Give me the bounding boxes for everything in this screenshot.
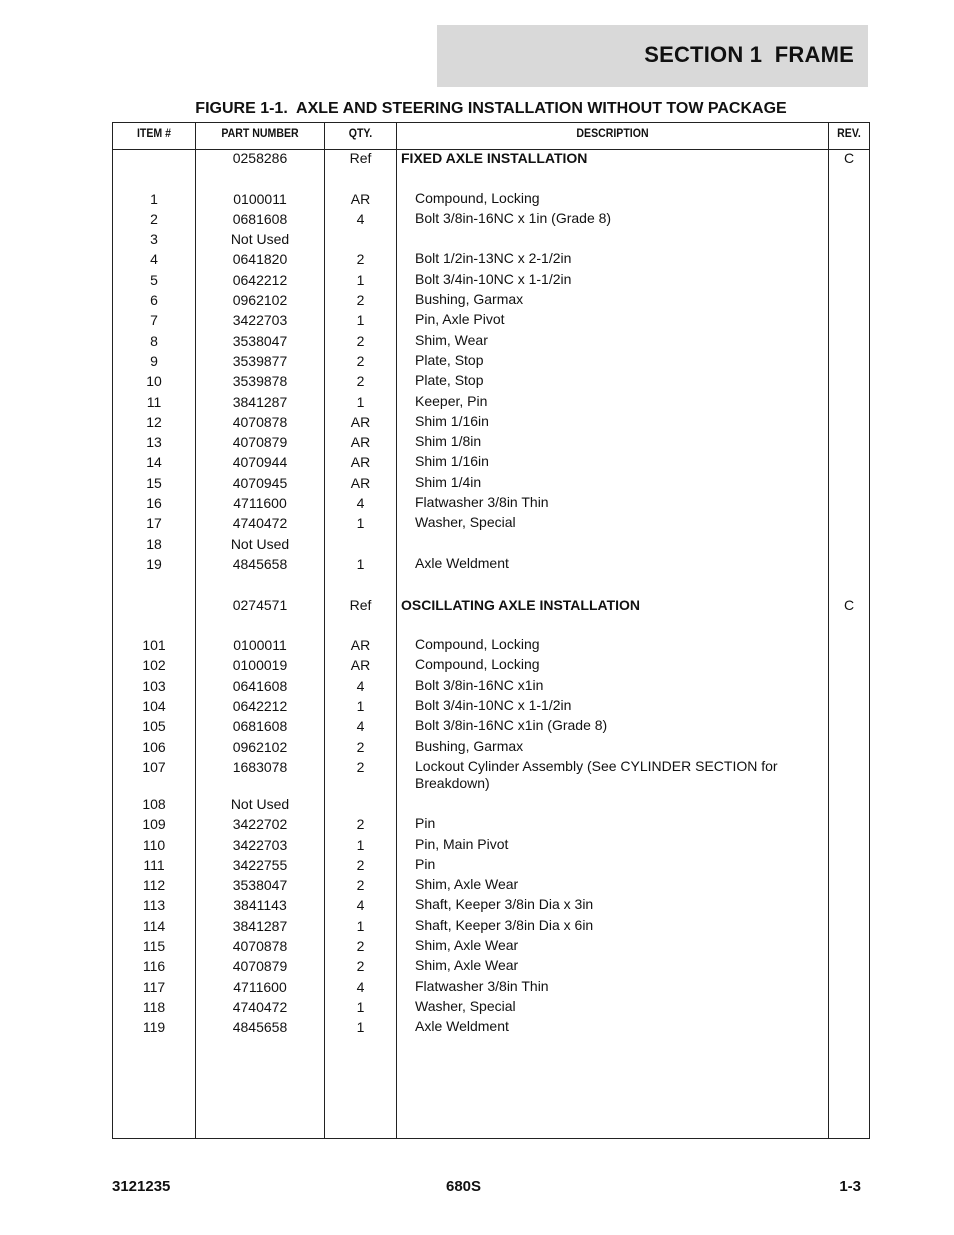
row-description: Flatwasher 3/8in Thin [415,977,549,994]
row-quantity: 2 [356,373,365,390]
row-description: Washer, Special [415,514,516,531]
row-quantity: 1 [356,917,365,934]
row-item-number: 13 [146,434,162,451]
row-part-number: 3422703 [232,836,288,853]
table-row [113,210,869,230]
row-description: Shim 1/16in [415,412,489,429]
row-item-number: 111 [143,856,165,873]
table-row [113,474,869,494]
row-description: Bolt 3/4in-10NC x 1-1/2in [415,270,572,287]
row-quantity: 4 [356,978,365,995]
table-row [113,937,869,957]
row-quantity: 1 [356,312,365,329]
table-row [113,836,869,856]
row-quantity: AR [350,190,371,207]
row-quantity: AR [350,657,371,674]
row-quantity: 4 [356,495,365,512]
row-item-number: 109 [142,816,166,833]
row-quantity: 4 [356,677,365,694]
row-description: Pin [415,855,436,872]
row-description: Shim, Axle Wear [415,936,519,953]
table-row [113,596,869,616]
table-body [113,149,869,1038]
table-row [113,433,869,453]
row-part-number: 3422755 [232,856,288,873]
row-part-number: 3841287 [232,393,288,410]
row-quantity: 2 [356,758,365,775]
row-item-number: 115 [142,937,166,954]
row-item-number: 116 [142,958,166,975]
row-part-number: 4711600 [233,978,287,995]
row-quantity: 2 [356,958,365,975]
row-part-number: 4740472 [232,515,288,532]
section-header-box [437,25,868,87]
column-header-description: DESCRIPTION [576,126,649,140]
row-part-number: 1683078 [232,758,288,775]
row-quantity: Ref [349,596,372,613]
row-item-number: 118 [142,998,166,1015]
row-description: Lockout Cylinder Assembly (See CYLINDER SECTION for Breakdown) [415,757,778,791]
row-part-number: Not Used [230,535,290,552]
table-row [113,677,869,697]
column-header-part-number: PART NUMBER [221,126,299,140]
row-quantity: 1 [356,271,365,288]
row-part-number: 4070879 [232,958,288,975]
table-row [113,393,869,413]
table-row [113,876,869,896]
table-row [113,514,869,534]
row-quantity: 1 [356,698,365,715]
row-description: Bolt 3/8in-16NC x 1in (Grade 8) [415,209,612,226]
row-quantity: 2 [356,332,365,349]
section-title: SECTION 1 FRAME [644,42,854,67]
table-row [113,311,869,331]
table-row [113,291,869,311]
row-item-number: 6 [150,292,158,309]
row-description: Shim, Axle Wear [415,876,519,893]
row-part-number: 3539877 [232,352,288,369]
row-part-number: 3422702 [232,816,288,833]
row-item-number: 106 [142,738,166,755]
row-item-number: 10 [146,373,162,390]
row-revision: C [843,150,855,166]
parts-table [112,122,870,1139]
row-part-number: 0274571 [232,596,288,613]
row-quantity: AR [350,454,371,471]
row-quantity: 2 [356,856,365,873]
row-item-number: 11 [146,393,162,410]
row-description: Compound, Locking [415,656,540,673]
row-quantity: 2 [356,251,365,268]
row-part-number: 0258286 [232,150,288,166]
row-quantity: 1 [356,836,365,853]
row-part-number: 4070945 [232,474,288,491]
table-row [113,271,869,291]
row-description: Shim 1/8in [415,433,482,450]
row-quantity: 1 [356,1019,365,1036]
table-row [113,169,869,189]
table-row [113,616,869,636]
row-description: Shaft, Keeper 3/8in Dia x 6in [415,916,594,933]
row-description: Keeper, Pin [415,392,488,409]
row-item-number: 110 [142,836,166,853]
row-part-number: 0100011 [233,190,287,207]
row-item-number: 18 [146,535,162,552]
row-part-number: 4070879 [232,434,288,451]
row-part-number: 4070878 [232,937,288,954]
row-description: Bolt 3/8in-16NC x1in (Grade 8) [415,717,608,734]
row-description: Compound, Locking [415,636,540,653]
row-item-number: 17 [146,515,162,532]
row-part-number: 0641820 [232,251,288,268]
row-description: Pin, Main Pivot [415,835,509,852]
row-quantity: AR [350,434,371,451]
table-row [113,697,869,717]
row-item-number: 113 [142,897,166,914]
table-row [113,717,869,737]
row-quantity: 2 [356,877,365,894]
row-quantity: 1 [356,393,365,410]
row-description: Bolt 1/2in-13NC x 2-1/2in [415,250,572,267]
row-item-number: 107 [142,758,166,775]
row-item-number: 4 [150,251,158,268]
table-row [113,555,869,575]
row-item-number: 16 [146,495,162,512]
table-row [113,896,869,916]
row-item-number: 114 [142,917,166,934]
row-part-number: 4845658 [232,555,288,572]
table-row [113,738,869,758]
table-row [113,575,869,595]
row-item-number: 3 [150,231,158,248]
row-part-number: 4740472 [232,998,288,1015]
row-description: Shim, Wear [415,331,488,348]
table-row [113,815,869,835]
row-quantity: 2 [356,352,365,369]
table-row [113,856,869,876]
row-item-number: 101 [142,637,166,654]
table-row [113,453,869,473]
row-part-number: 0962102 [232,738,288,755]
row-part-number: 0641608 [232,677,288,694]
table-row [113,758,869,795]
row-item-number: 112 [142,877,166,894]
table-row [113,494,869,514]
table-row [113,656,869,676]
table-row [113,413,869,433]
row-quantity: 2 [356,816,365,833]
footer-document-number: 3121235 [112,1178,171,1195]
row-item-number: 105 [142,718,166,735]
row-item-number: 9 [150,352,158,369]
row-quantity: 1 [356,998,365,1015]
table-row [113,190,869,210]
table-row [113,998,869,1018]
row-part-number: 3841143 [233,897,287,914]
row-part-number: 3422703 [232,312,288,329]
row-part-number: 4070878 [232,413,288,430]
table-row [113,957,869,977]
row-item-number: 119 [142,1019,166,1036]
row-part-number: 0642212 [232,271,288,288]
column-header-rev: REV. [837,126,861,140]
row-part-number: 0100011 [233,637,287,654]
row-description: Shaft, Keeper 3/8in Dia x 3in [415,896,594,913]
row-description: Pin, Axle Pivot [415,311,505,328]
table-row [113,332,869,352]
row-quantity: 2 [356,738,365,755]
row-description: Plate, Stop [415,372,484,389]
row-quantity: 2 [356,937,365,954]
table-row [113,636,869,656]
row-item-number: 12 [146,413,162,430]
row-part-number: 4711600 [233,495,287,512]
row-item-number: 108 [142,795,166,812]
row-part-number: 0100019 [232,657,288,674]
footer-model: 680S [446,1178,482,1195]
footer-page-number: 1-3 [839,1178,861,1195]
row-description: Pin [415,815,436,832]
row-description: Shim 1/16in [415,453,489,470]
table-row [113,917,869,937]
row-part-number: 4070944 [232,454,288,471]
row-description: Shim, Axle Wear [415,957,519,974]
row-part-number: 3538047 [232,332,288,349]
row-description: Bushing, Garmax [415,291,524,308]
table-row [113,1018,869,1038]
row-quantity: AR [350,637,371,654]
table-row [113,149,869,169]
row-item-number: 5 [150,271,158,288]
table-row [113,372,869,392]
row-item-number: 14 [146,454,162,471]
row-description: Bushing, Garmax [415,737,524,754]
row-part-number: Not Used [230,795,290,812]
row-item-number: 8 [150,332,158,349]
row-description: Axle Weldment [415,554,509,571]
row-description: Washer, Special [415,997,516,1014]
row-quantity: 1 [356,555,365,572]
row-quantity: Ref [349,150,372,166]
row-item-number: 15 [146,474,162,491]
row-description: Bolt 3/4in-10NC x 1-1/2in [415,697,572,714]
row-quantity: 4 [356,897,365,914]
table-row [113,352,869,372]
row-item-number: 19 [146,555,162,572]
row-description: Flatwasher 3/8in Thin [415,494,549,511]
row-description: FIXED AXLE INSTALLATION [401,150,588,166]
row-item-number: 104 [142,698,166,715]
row-item-number: 2 [150,210,158,227]
row-part-number: 4845658 [232,1019,288,1036]
row-description: Shim 1/4in [415,473,482,490]
row-item-number: 7 [150,312,158,329]
row-description: OSCILLATING AXLE INSTALLATION [401,596,641,613]
row-item-number: 1 [150,190,158,207]
row-quantity: 4 [356,718,365,735]
table-row [113,535,869,555]
row-part-number: 0681608 [232,718,288,735]
table-row [113,230,869,250]
row-item-number: 102 [142,657,166,674]
column-header-qty: QTY. [348,126,373,140]
row-part-number: 3841287 [232,917,288,934]
row-quantity: AR [350,474,371,491]
row-description: Compound, Locking [415,189,540,206]
row-part-number: Not Used [230,231,290,248]
row-description: Plate, Stop [415,351,484,368]
row-quantity: AR [350,413,371,430]
table-row [113,978,869,998]
row-description: Axle Weldment [415,1018,509,1035]
row-quantity: 2 [356,292,365,309]
figure-title: FIGURE 1-1. AXLE AND STEERING INSTALLATION WITHOUT TOW PACKAGE [195,100,787,117]
row-quantity: 1 [356,515,365,532]
column-header-item: ITEM # [136,126,172,140]
row-description: Bolt 3/8in-16NC x1in [415,676,544,693]
row-part-number: 0962102 [232,292,288,309]
row-part-number: 3539878 [232,373,288,390]
row-item-number: 103 [142,677,166,694]
row-part-number: 0642212 [232,698,288,715]
table-row [113,795,869,815]
row-part-number: 0681608 [232,210,288,227]
row-part-number: 3538047 [232,877,288,894]
row-item-number: 117 [142,978,166,995]
row-revision: C [843,596,855,613]
table-row [113,250,869,270]
row-quantity: 4 [356,210,365,227]
